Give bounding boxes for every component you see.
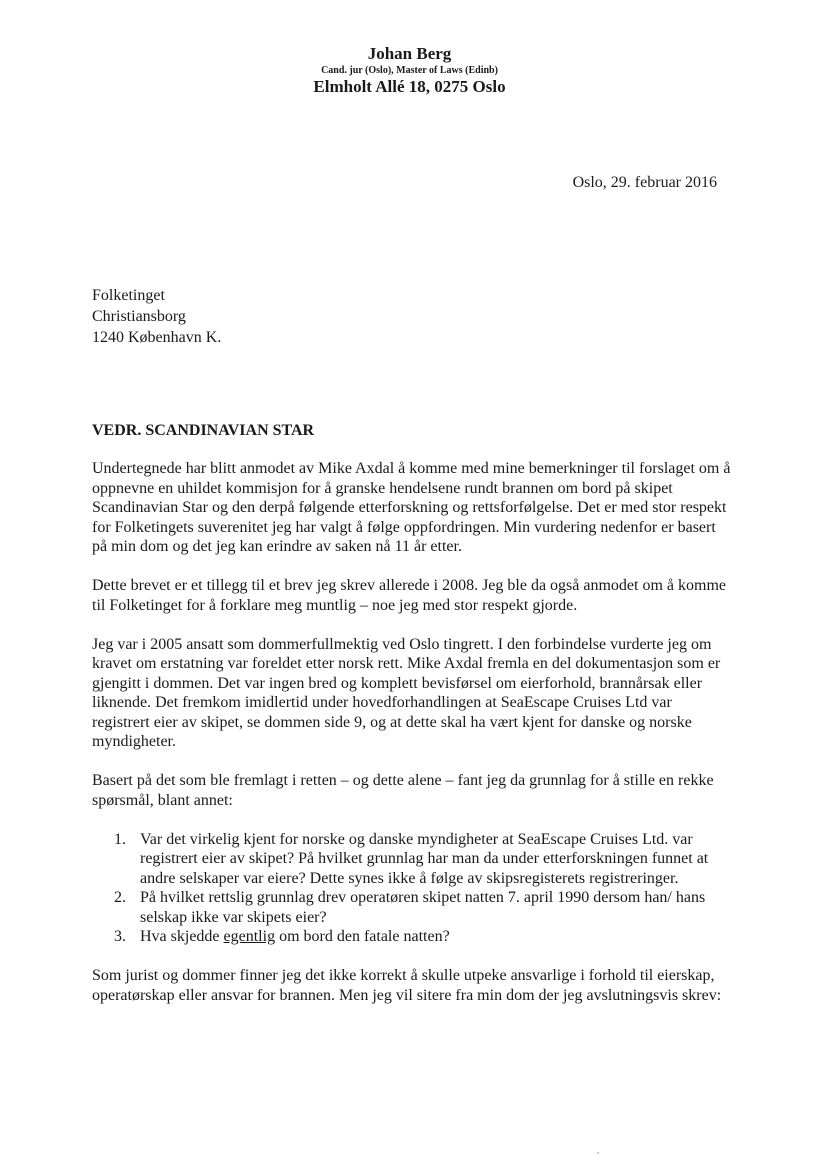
list-item <box>92 830 732 889</box>
body-paragraph: Jeg var i 2005 ansatt som dommerfullmektig ved Oslo tingrett. I den forbindelse vurderte jeg om kravet om erstatning var foreldet etter norsk rett. Mike Axdal fremla en del dokumentasjon som er gjengitt i dommen. Det var ingen bred og komplett bevisførsel om eierforhold, brannårsak eller liknende. Det fremkom imidlertid under hovedforhandlingen at SeaEscape Cruises Ltd var registrert eier av skipet, se dommen side 9, og at dette skal ha vært kjent for danske og norske myndigheter. <box>92 635 721 750</box>
list-text-end: om bord den fatale natten? <box>275 928 450 945</box>
list-number: 1. <box>114 830 126 848</box>
subject-line: VEDR. SCANDINAVIAN STAR <box>92 422 315 439</box>
recipient-line: Christiansborg <box>92 308 186 325</box>
body-paragraph: Som jurist og dommer finner jeg det ikke korrekt å skulle utpeke ansvarlige i forhold til eierskap, operatørskap eller ansvar for brannen. Men jeg vil sitere fra min dom der jeg avslutningsvis skrev: <box>92 967 722 1004</box>
sender-credentials: Cand. jur (Oslo), Master of Laws (Edinb) <box>321 65 498 76</box>
question-list <box>92 830 732 947</box>
recipient-line: 1240 København K. <box>92 329 222 346</box>
list-text-underlined: egentlig <box>223 928 276 945</box>
body-paragraph: Undertegnede har blitt anmodet av Mike Axdal å komme med mine bemerkninger til forslaget om å oppnevne en uhildet kommisjon for å granske hendelsene rundt brannen om bord på skipet Scandinavian Star og den derpå følgende etterforskning og rettsforfølgelse. Det er med stor respekt for Folketingets suverenitet jeg har valgt å følge oppfordringen. Min vurdering nedenfor er basert på min dom og det jeg kan erindre av saken nå 11 år etter. <box>92 460 731 555</box>
body-paragraph: Basert på det som ble fremlagt i retten – og dette alene – fant jeg da grunnlag for å stille en rekke spørsmål, blant annet: <box>92 772 714 809</box>
scan-speck <box>597 1152 599 1154</box>
list-text: På hvilket rettslig grunnlag drev operatøren skipet natten 7. april 1990 dersom han/ hans selskap ikke var skipets eier? <box>140 889 706 926</box>
sender-name: Johan Berg <box>367 44 452 63</box>
list-item <box>92 888 732 927</box>
list-number: 3. <box>114 928 126 945</box>
list-number: 2. <box>114 889 126 906</box>
list-item <box>92 927 732 947</box>
list-text: Var det virkelig kjent for norske og danske myndigheter at SeaEscape Cruises Ltd. var registrert eier av skipet? På hvilket grunnlag har man da under etterforskningen funnet at andre selskaper var eiere? Dette synes ikke å følge av skipsregisterets registreringer. <box>140 830 709 887</box>
sender-address: Elmholt Allé 18, 0275 Oslo <box>313 77 506 96</box>
letter-body <box>92 459 732 1025</box>
recipient-line: Folketinget <box>92 287 165 304</box>
letterhead <box>0 44 825 97</box>
list-text-start: Hva skjedde <box>140 928 224 945</box>
letter-date: Oslo, 29. februar 2016 <box>572 174 717 191</box>
recipient-address <box>92 285 221 348</box>
body-paragraph: Dette brevet er et tillegg til et brev jeg skrev allerede i 2008. Jeg ble da også anmodet om å komme til Folketinget for å forklare meg muntlig – noe jeg med stor respekt gjorde. <box>92 577 727 614</box>
